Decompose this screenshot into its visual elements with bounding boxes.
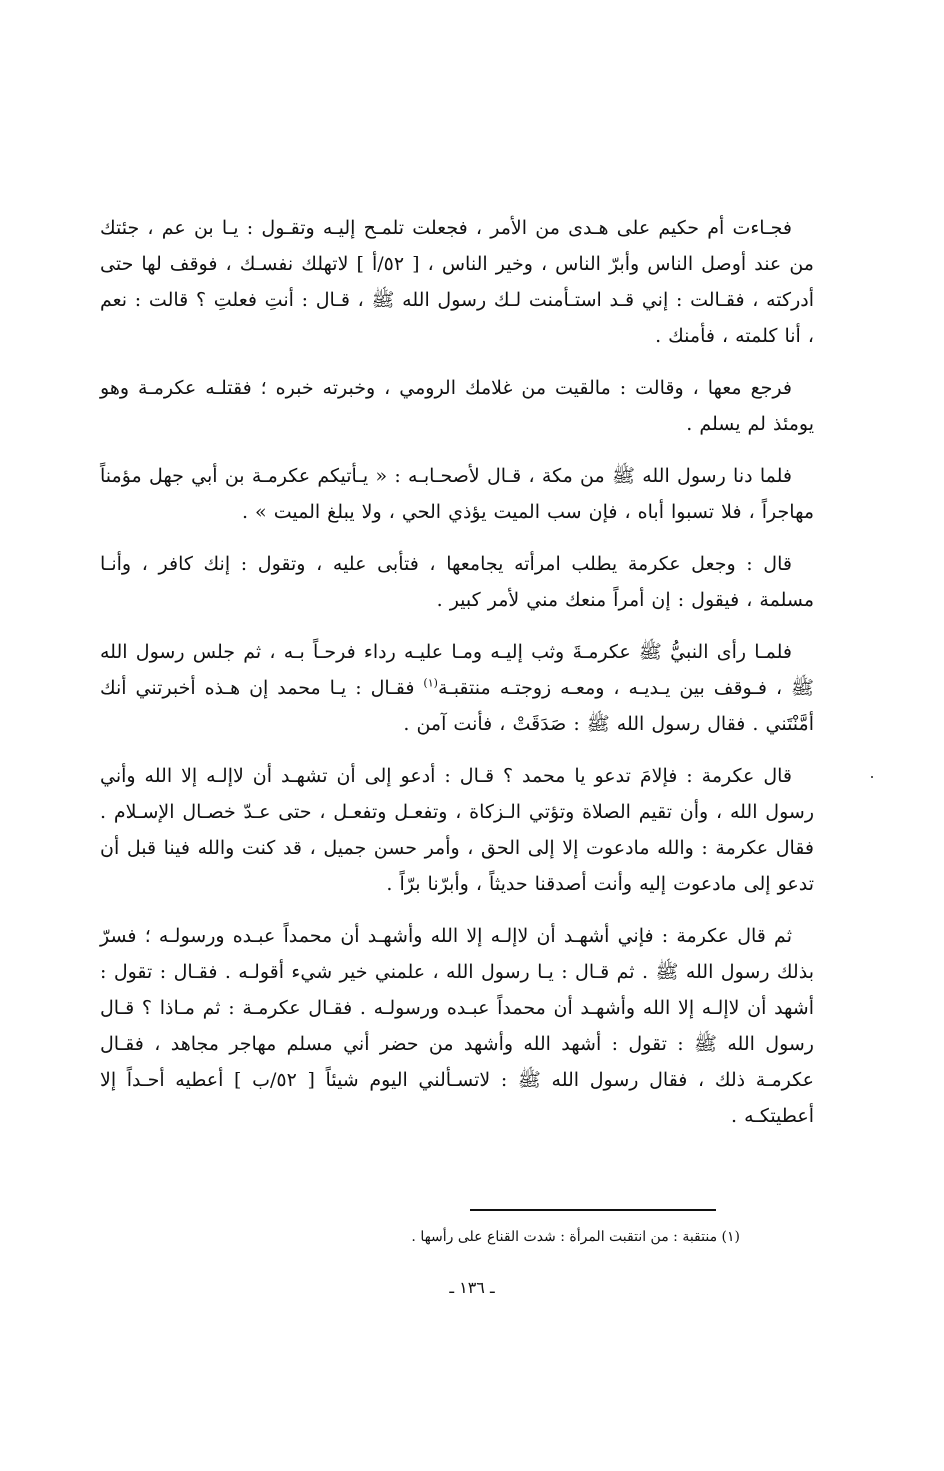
paragraph-5-head: فلمـا رأى النبيُّ ﷺ عكرمـةَ وثب إليـه ومـا عليـه رداء فرحـاً بـه ، ثم جلس رسول الله ﷺ ، فـوقف بين يـديـه ، ومعـه زوجتـه منتقبـة [100, 641, 815, 699]
paragraph-7: ثم قال عكرمة : فإني أشهـد أن لاإلـه إلا الله وأشهـد أن محمداً عبـده ورسولـه ؛ فسرّ بذلك رسول الله ﷺ . ثم قـال : يـا رسول الله ، علمني خير شيء أقولـه . فقـال : تقول : أشهد أن لاإلـه إلا الله وأشهـد أن محمداً عبـده ورسولـه . فقـال عكرمـة : ثم مـاذا ؟ قـال رسول الله ﷺ : تقول : أشهد الله وأشهد من حضر أني مسلم مهاجر مجاهد ، فقـال عكرمـة ذلك ، فقال رسول الله ﷺ : لاتسـألني اليوم شيئاً [ ٥٢/ب ] أعطيه أحـداً إلا أعطيتكـه . [100, 925, 814, 1127]
paragraph-4: قال : وجعل عكرمة يطلب امرأته يجامعها ، فتأبى عليه ، وتقول : إنك كافر ، وأنـا مسلمة ، فيقول : إن أمراً منعك مني لأمر كبير . [100, 553, 814, 611]
scan-speck [871, 776, 873, 778]
paragraph-6: قال عكرمة : فإلامَ تدعو يا محمد ؟ قـال : أدعو إلى أن تشهـد أن لاإلـه إلا الله وأني رسول الله ، وأن تقيم الصلاة وتؤتي الـزكاة ، وتفعـل وتفعـل ، حتى عـدّ خصـال الإسـلام . فقال عكرمة : والله مادعوت إلا إلى الحق ، وأمر حسن جميل ، قد كنت والله فينا قبل أن تدعو إلى مادعوت إليه وأنت أصدقنا حديثاً ، وأبرّنا برّاً . [100, 765, 814, 895]
footnote: (١) منتقبة : من انتقبت المرأة : شدت القناع على رأسها . [411, 1229, 740, 1245]
paragraph-2: فرجع معها ، وقالت : مالقيت من غلامك الرومي ، وخبرته خبره ؛ فقتلـه عكرمـة وهو يومئذ لم يسلم . [100, 377, 814, 435]
page-body [100, 210, 814, 1150]
paragraph-1: فجـاءت أم حكيم على هـدى من الأمر ، فجعلت تلمـح إليـه وتقـول : يـا بن عم ، جئتك من عند أوصل الناس وأبرّ الناس ، وخير الناس ، [ ٥٢/أ ] لاتهلك نفسـك ، فوقف لها حتى أدركته ، فقـالت : إني قـد استـأمنت لـك رسول الله ﷺ ، قـال : أنتِ فعلتِ ؟ قالت : نعم ، أنا كلمته ، فأمنك . [100, 217, 814, 347]
footnote-marker: (١) [423, 676, 438, 690]
paragraph-5 [100, 634, 814, 742]
paragraph-3: فلما دنا رسول الله ﷺ من مكة ، قـال لأصحـابـه : « يـأتيكم عكرمـة بن أبي جهل مؤمناً مهاجراً ، فلا تسبوا أباه ، فإن سب الميت يؤذي الحي ، ولا يبلغ الميت » . [100, 465, 814, 523]
paragraph-5-tail: فقـال : يـا محمد إن هـذه أخبرتني أنك أمَّنْتَني . فقال رسول الله ﷺ : صَدَقَتْ ، فأنت آمن . [100, 677, 814, 735]
page-number: ـ ١٣٦ ـ [449, 1278, 495, 1297]
footnote-divider [470, 1209, 716, 1211]
